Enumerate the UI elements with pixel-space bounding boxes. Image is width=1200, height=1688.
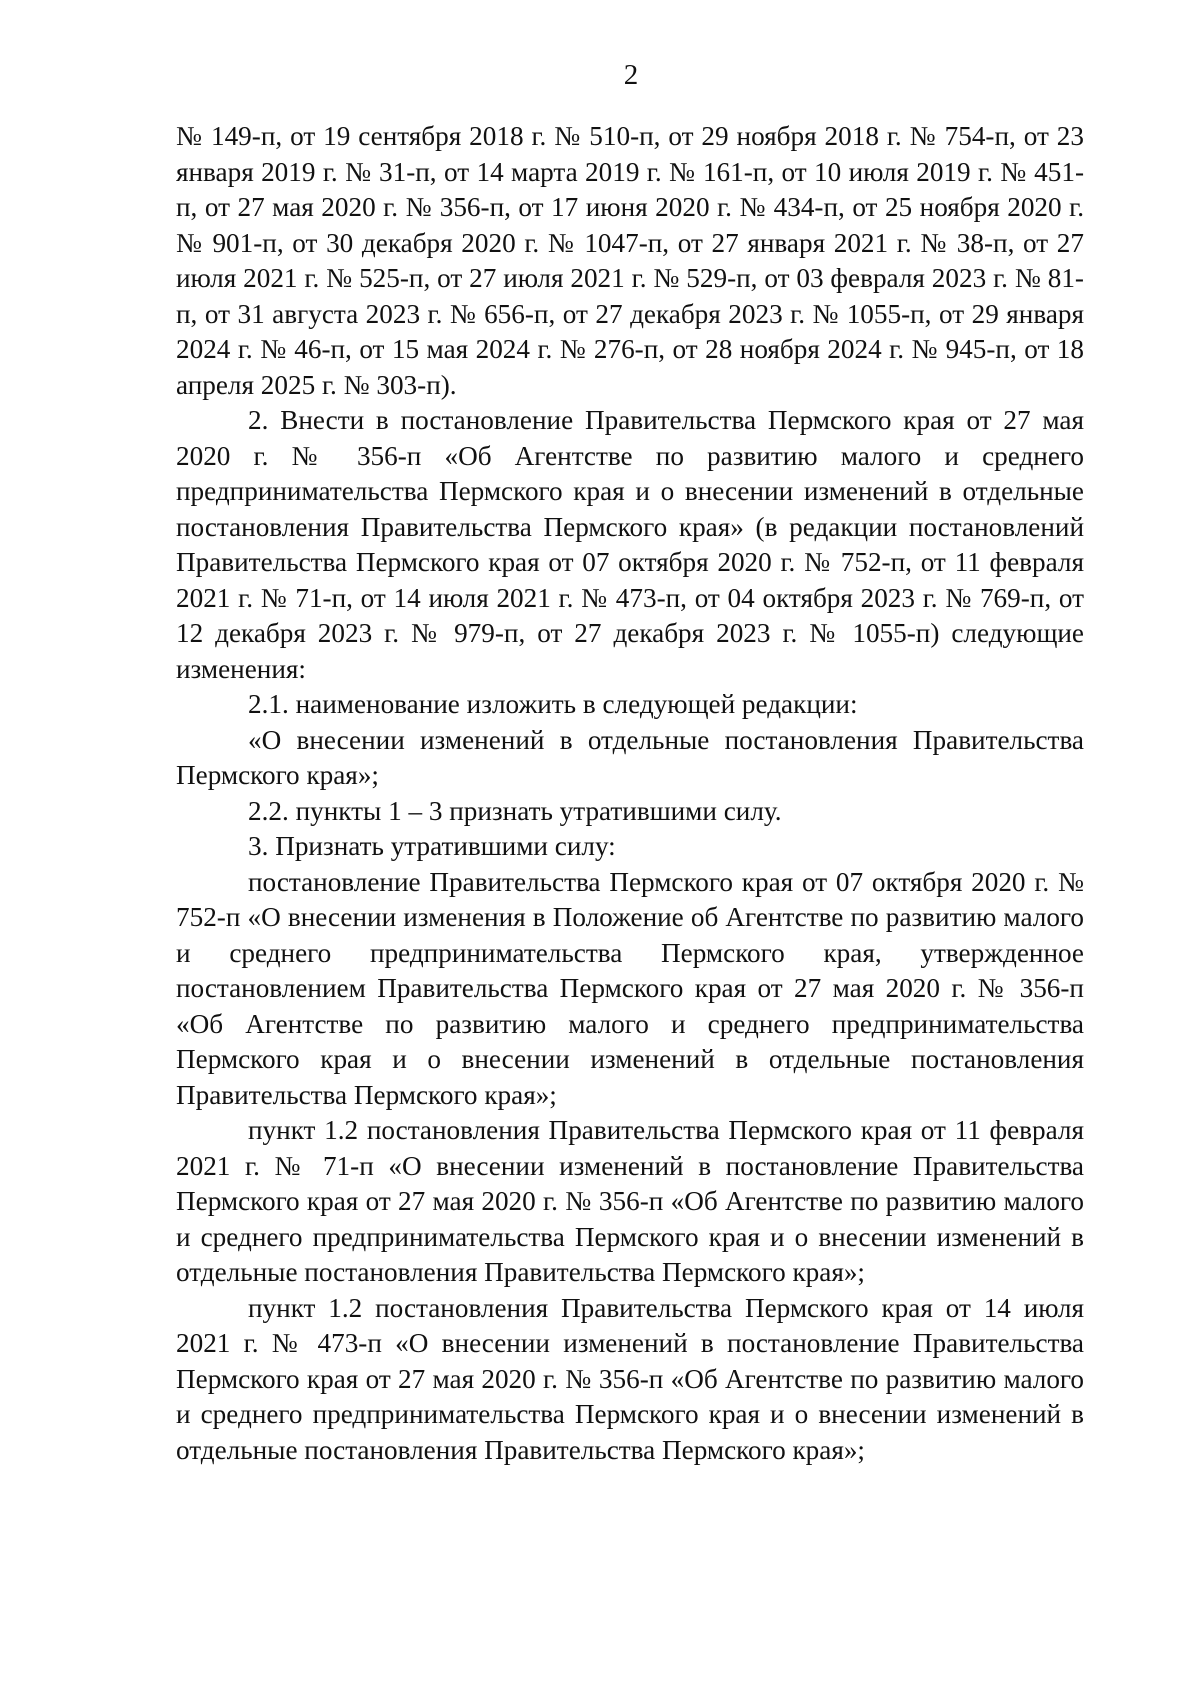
paragraph-repeal-1: постановление Правительства Пермского края от 07 октября 2020 г. № 752-п «О внесении изменения в Положение об Агентстве по развитию малого и среднего предпринимательства Пермского края, утвержденное постановлением Правительства Пермского края от 27 мая 2020 г. № 356-п «Об Агентстве по развитию малого и среднего предпринимательства Пермского края и о внесении изменений в отдельные постановления Правительства Пермского края»; xyxy=(176,866,1084,1110)
paragraph-continuation: № 149-п, от 19 сентября 2018 г. № 510-п, от 29 ноября 2018 г. № 754-п, от 23 января 2019 г. № 31-п, от 14 марта 2019 г. № 161-п, от 10 июля 2019 г. № 451-п, от 27 мая 2020 г. № 356-п, от 17 июня 2020 г. № 434-п, от 25 ноября 2020 г. № 901-п, от 30 декабря 2020 г. № 1047-п, от 27 января 2021 г. № 38-п, от 27 июля 2021 г. № 525-п, от 27 июля 2021 г. № 529-п, от 03 февраля 2023 г. № 81-п, от 31 августа 2023 г. № 656-п, от 27 декабря 2023 г. № 1055-п, от 29 января 2024 г. № 46-п, от 15 мая 2024 г. № 276-п, от 28 ноября 2024 г. № 945-п, от 18 апреля 2025 г. № 303-п). xyxy=(176,121,1084,400)
paragraph-item-2-2: 2.2. пункты 1 – 3 признать утратившими силу. xyxy=(248,795,782,826)
paragraph-item-3: 3. Признать утратившими силу: xyxy=(248,831,616,861)
paragraph-new-title: «О внесении изменений в отдельные постановления Правительства Пермского края»; xyxy=(176,724,1084,790)
paragraph-repeal-3: пункт 1.2 постановления Правительства Пермского края от 14 июля 2021 г. № 473-п «О внесении изменений в постановление Правительства Пермского края от 27 мая 2020 г. № 356-п «Об Агентстве по развитию малого и среднего предпринимательства Пермского края и о внесении изменений в отдельные постановления Правительства Пермского края»; xyxy=(176,1292,1084,1465)
paragraph-item-2-1: 2.1. наименование изложить в следующей редакции: xyxy=(248,689,858,719)
document-body xyxy=(176,119,1084,1468)
paragraph-repeal-2: пункт 1.2 постановления Правительства Пермского края от 11 февраля 2021 г. № 71-п «О внесении изменений в постановление Правительства Пермского края от 27 мая 2020 г. № 356-п «Об Агентстве по развитию малого и среднего предпринимательства Пермского края и о внесении изменений в отдельные постановления Правительства Пермского края»; xyxy=(176,1115,1084,1287)
paragraph-item-2: 2. Внести в постановление Правительства Пермского края от 27 мая 2020 г. № 356-п «Об Агентстве по развитию малого и среднего предпринимательства Пермского края и о внесении изменений в отдельные постановления Правительства Пермского края» (в редакции постановлений Правительства Пермского края от 07 октября 2020 г. № 752-п, от 11 февраля 2021 г. № 71-п, от 14 июля 2021 г. № 473-п, от 04 октября 2023 г. № 769-п, от 12 декабря 2023 г. № 979-п, от 27 декабря 2023 г. № 1055-п) следующие изменения: xyxy=(176,405,1084,684)
page-number: 2 xyxy=(623,59,639,91)
